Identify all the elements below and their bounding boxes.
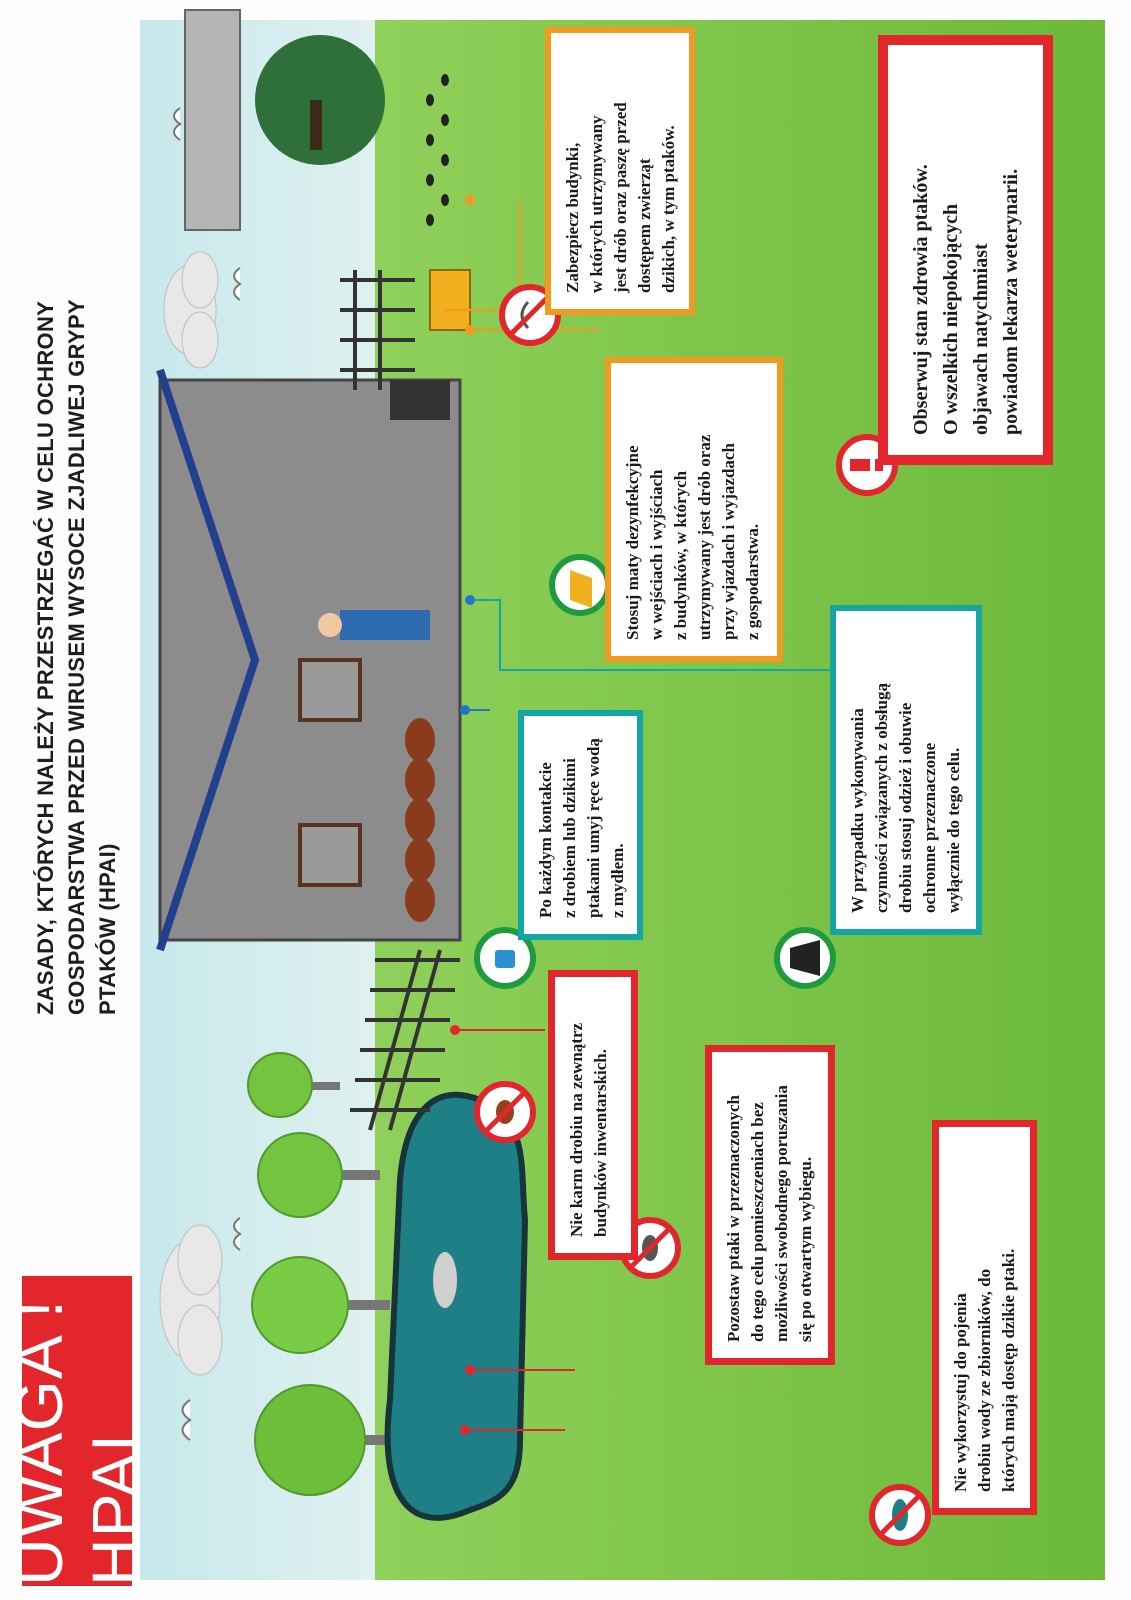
rule-housing-line: do tego celu pomieszczeniach bez bbox=[748, 1102, 767, 1342]
farmer-figure bbox=[340, 610, 430, 640]
rule-clothing-line: drobiu stosuj odzież i obuwie bbox=[896, 702, 915, 913]
rule-mats-line: w wejściach i wyjściach bbox=[647, 469, 666, 640]
warning-text: UWAGA ! HPAI bbox=[2, 1299, 152, 1586]
rule-housing-line: możliwości swobodnego poruszania bbox=[772, 1085, 791, 1342]
no-feeding-chicken-icon bbox=[477, 1084, 533, 1140]
rule-wash-line: Po każdym kontakcie bbox=[536, 762, 555, 918]
rule-feed-box bbox=[548, 970, 638, 1260]
rule-clothing-box bbox=[830, 605, 982, 935]
barn bbox=[160, 370, 460, 950]
rule-clothing-line: wyłącznie do tego celu. bbox=[944, 747, 963, 913]
rule-wash-line: z mydłem. bbox=[608, 843, 627, 918]
rule-housing-line: się po otwartym wybiegu. bbox=[796, 1156, 815, 1342]
rule-mats-box bbox=[605, 357, 783, 662]
rule-secure-line: dzikich, w tym ptaków. bbox=[659, 125, 678, 293]
title-line: PTAKÓW (HPAI) bbox=[95, 843, 120, 1015]
tree-right bbox=[255, 35, 385, 165]
pond bbox=[388, 1095, 525, 1518]
disinfection-mat-icon bbox=[552, 557, 608, 613]
rule-feed-line: Nie karm drobiu na zewnątrz bbox=[567, 1022, 586, 1237]
rule-observe-line: powiadom lekarza weterynarii. bbox=[1000, 168, 1022, 435]
rule-housing-line: Pozostaw ptaki w przeznaczonych bbox=[724, 1095, 743, 1342]
silo bbox=[185, 10, 240, 230]
rule-secure-box bbox=[545, 27, 695, 315]
rule-feed-line: budynków inwentarskich. bbox=[591, 1048, 610, 1237]
rule-mats-line: przy wjazdach i wyjazdach bbox=[719, 443, 738, 640]
rule-observe-line: Obserwuj stan zdrowia ptaków. bbox=[910, 164, 932, 435]
rule-observe-line: O wszelkich niepokojących bbox=[940, 203, 962, 435]
rule-secure-line: w których utrzymywany bbox=[587, 115, 606, 293]
page-title bbox=[30, 15, 123, 1015]
rule-wash-line: z drobiem lub dzikimi bbox=[560, 758, 579, 918]
rule-mats-line: Stosuj maty dezynfekcyjne bbox=[623, 445, 642, 640]
rule-secure-line: Zabezpiecz budynki, bbox=[563, 142, 582, 293]
disinfection-mat bbox=[430, 270, 470, 330]
no-wild-water-icon bbox=[872, 1487, 928, 1543]
rule-observe-box bbox=[878, 35, 1053, 465]
title-line: GOSPODARSTWA PRZED WIRUSEM WYSOCE ZJADLIWEJ GRYPY bbox=[64, 299, 89, 1015]
rule-clothing-line: W przypadku wykonywania bbox=[848, 708, 867, 913]
farmer-head bbox=[318, 613, 342, 637]
goose-icon bbox=[433, 1252, 457, 1308]
rule-wash-line: ptakami umyj ręce wodą bbox=[584, 738, 603, 918]
rule-secure-line: dostępem zwierząt bbox=[635, 158, 654, 293]
rule-housing-box bbox=[705, 1045, 835, 1365]
rule-mats-line: z gospodarstwa. bbox=[743, 523, 762, 640]
rule-mats-line: utrzymywany jest drób oraz bbox=[695, 434, 714, 640]
title-line: ZASADY, KTÓRYCH NALEŻY PRZESTRZEGAĆ W CELU OCHRONY bbox=[33, 300, 58, 1015]
rule-mats-line: z budynków, w których bbox=[671, 470, 690, 640]
rule-secure-line: jest drób oraz paszę przed bbox=[611, 102, 630, 293]
rule-observe-line: objawach natychmiast bbox=[970, 243, 992, 435]
rule-water-line: których mają dostęp dzikie ptaki. bbox=[999, 1248, 1018, 1492]
protective-apron-icon bbox=[777, 930, 833, 986]
warning-banner bbox=[2, 1276, 152, 1586]
rule-water-box bbox=[932, 1120, 1037, 1515]
rule-clothing-line: czynności związanych z obsługą bbox=[872, 683, 891, 913]
rule-wash-box bbox=[518, 710, 643, 940]
rule-water-line: drobiu wody ze zbiorników, do bbox=[975, 1268, 994, 1492]
rule-water-line: Nie wykorzystuj do pojenia bbox=[951, 1293, 970, 1492]
rule-clothing-line: ochronne przeznaczone bbox=[920, 742, 939, 913]
